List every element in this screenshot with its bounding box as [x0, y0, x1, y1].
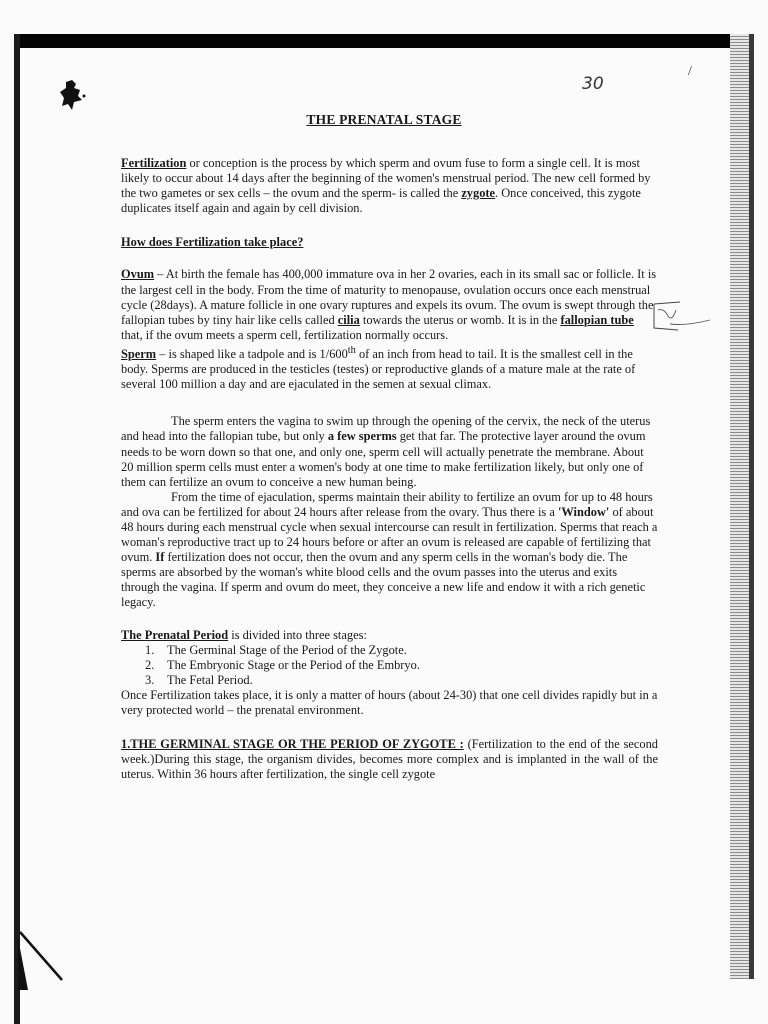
ovum-text-2: towards the uterus or womb. It is in the: [359, 312, 561, 327]
stage-label: The Fetal Period.: [167, 672, 253, 687]
prenatal-period-text: is divided into three stages:: [228, 627, 367, 642]
ejaculation-text-1: From the time of ejaculation, sperms maintain their ability to fertilize an ovum for up to 48 hours and ova can be fertilized for about 24 hours after release from the ovary. Thus there is a: [121, 489, 653, 519]
stages-list: [121, 643, 658, 688]
ovum-text-3: that, if the ovum meets a sperm cell, fertilization normally occurs.: [121, 327, 449, 342]
intro-paragraph: [121, 156, 658, 216]
intro-text-end: . Once conceived, this zygote duplicates itself again and again by cell division.: [121, 186, 641, 216]
prenatal-period-term: The Prenatal Period: [121, 627, 229, 642]
sperm-text-1: – is shaped like a tadpole and is 1/600: [156, 347, 348, 362]
page-number: 30: [582, 74, 604, 94]
cilia-term: cilia: [337, 312, 360, 327]
list-item: [145, 643, 658, 658]
ejaculation-paragraph: [121, 490, 658, 611]
handwritten-margin-note-icon: [650, 300, 722, 334]
fertilization-term: Fertilization: [121, 156, 187, 170]
intro-text: or conception is the process by which sperm and ovum fuse to form a single cell. It is most likely to occur about 14 days after the beginning of the women's menstrual period. The new cell formed by the two gametes or sex cells – the ovum and the sperm- is called the: [121, 156, 651, 201]
few-sperms-term: a few sperms: [327, 429, 397, 444]
list-item: [145, 658, 658, 673]
how-fertilization-heading: How does Fertilization take place?: [121, 235, 304, 250]
ovum-term: Ovum: [121, 267, 155, 282]
sperm-enters-paragraph: [121, 414, 658, 489]
germinal-stage-text: (Fertilization to the end of the second week.)During this stage, the organism divides, becomes more complex and is implanted in the wall of the uterus. Within 36 hours after fertilization, the single cell zygote: [121, 737, 658, 782]
stage-label: The Embryonic Stage or the Period of the Embryo.: [167, 657, 420, 672]
once-fertilization-paragraph: Once Fertilization takes place, it is only a matter of hours (about 24-30) that one cell divides rapidly but in a very protected world – the prenatal environment.: [121, 687, 658, 718]
stage-number: 2.: [145, 657, 155, 672]
fallopian-tube-term: fallopian tube: [560, 312, 634, 327]
scan-right-edge: [730, 34, 750, 979]
ovum-paragraph: [121, 267, 658, 342]
ovum-text-1: – At birth the female has 400,000 immature ova in her 2 ovaries, each in its small sac or follicle. It is the largest cell in the body. From the time of maturity to menopause, ovulation occurs once each menstrual cycle (28days). A mature follicle in one ovary ruptures and expels its ovum. The ovum is swept through the fallopian tubes by tiny hair like cells called: [121, 267, 657, 327]
sperm-paragraph: [121, 343, 658, 392]
prenatal-period-paragraph: [121, 628, 658, 643]
zygote-term: zygote: [461, 186, 496, 201]
sperm-term: Sperm: [121, 347, 157, 362]
scan-right-border: [749, 34, 754, 979]
window-term: 'Window': [557, 504, 610, 519]
if-term: If: [155, 550, 165, 565]
stage-label: The Germinal Stage of the Period of the Zygote.: [167, 642, 407, 657]
germinal-stage-heading: 1.THE GERMINAL STAGE OR THE PERIOD OF ZYGOTE :: [121, 737, 464, 752]
scan-left-border: [14, 34, 20, 1024]
ejaculation-text-2: of about 48 hours during each menstrual cycle when sexual intercourse can result in fertilization. Sperms that reach a woman's reproductive tract up to 24 hours before or after an ovum is released are capable of fertilizing that ovum.: [121, 504, 658, 565]
stage-number: 1.: [145, 642, 155, 657]
sperm-enters-text-1: The sperm enters the vagina to swim up through the opening of the cervix, the neck of the uterus and head into the fallopian tube, but only: [121, 414, 651, 444]
stage-number: 3.: [145, 672, 155, 687]
document-body: [121, 156, 658, 782]
sperm-text-2: of an inch from head to tail. It is the smallest cell in the body. Sperms are produced in the testicles (testes) or reproductive glands of a mature male at the rate of several 100 million a day and are ejaculated in the semen at sexual climax.: [121, 347, 636, 392]
list-item: [145, 673, 658, 688]
sperm-superscript: th: [347, 344, 356, 356]
margin-tick-mark: /: [688, 64, 692, 79]
corner-scribble-icon: [18, 930, 68, 990]
ejaculation-text-3: fertilization does not occur, then the ovum and any sperm cells in the woman's body die. The sperms are absorbed by the woman's white blood cells and the ovum passes into the uterus and exits through the vagina. If sperm and ovum do meet, they conceive a new life and endow it with a rich genetic legacy.: [121, 550, 646, 610]
page-title: THE PRENATAL STAGE: [306, 112, 462, 127]
germinal-stage-paragraph: [121, 737, 658, 782]
sperm-enters-text-2: get that far. The protective layer around the ovum needs to be worn down so that one, and only one, sperm cell will actually penetrate the membrane. About 20 million sperm cells must enter a women's body at one time to make fertilization likely, but only one of them can fertilize an ovum to conceive a new human being.: [121, 429, 646, 489]
scan-top-border: [18, 34, 750, 48]
ink-blot-icon: [60, 78, 86, 112]
